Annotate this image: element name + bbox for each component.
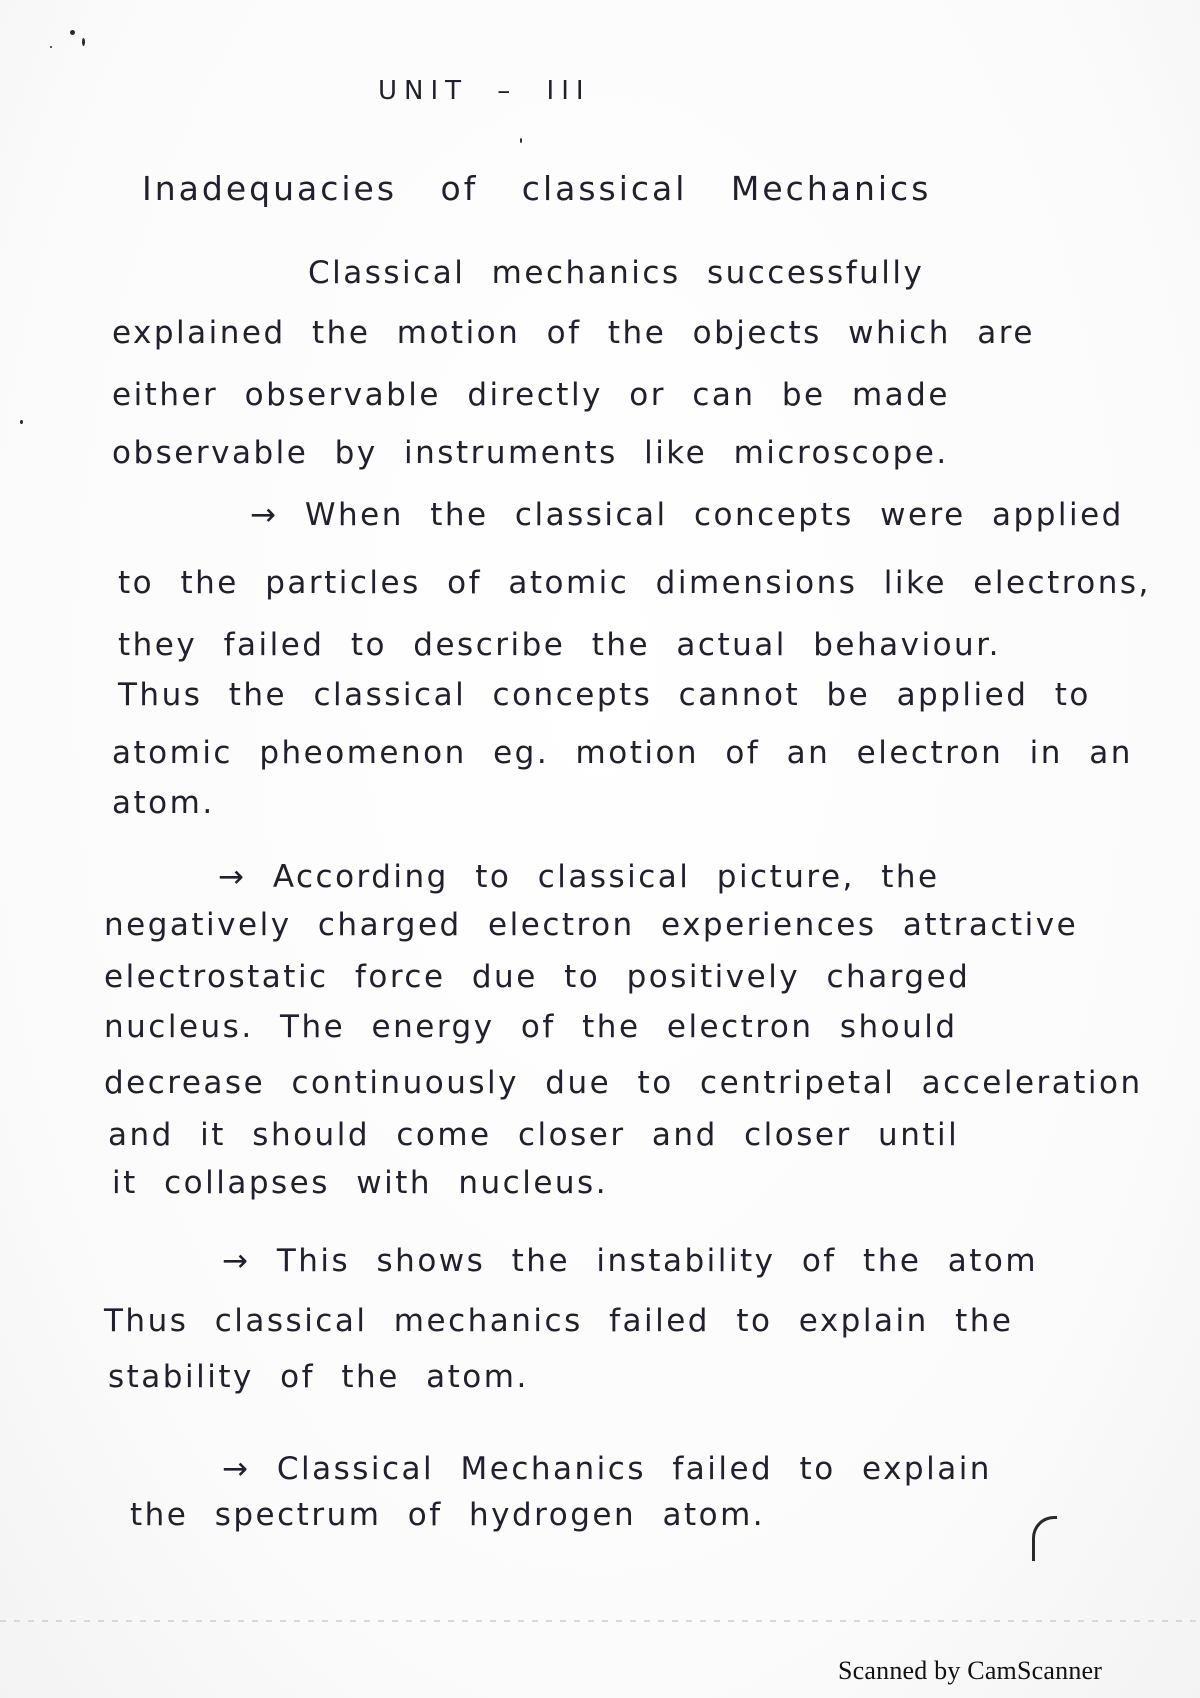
scan-speck (50, 46, 52, 48)
paragraph-1-line-3: either observable directly or can be made (112, 377, 950, 413)
paragraph-3-line-4: nucleus. The energy of the electron should (104, 1009, 958, 1045)
paragraph-3-line-2: negatively charged electron experiences attractive (104, 907, 1079, 943)
paragraph-5-line-2: the spectrum of hydrogen atom. (130, 1497, 766, 1533)
pen-mark-bracket (1032, 1516, 1057, 1561)
page-title: Inadequacies of classical Mechanics (142, 169, 932, 208)
paragraph-3-line-5: decrease continuously due to centripetal acceleration (104, 1065, 1143, 1101)
scan-speck (82, 38, 85, 46)
scan-speck (20, 420, 23, 424)
scan-speck (70, 30, 75, 35)
paragraph-3-line-3: electrostatic force due to positively charged (104, 959, 971, 995)
paragraph-4-line-3: stability of the atom. (108, 1359, 529, 1395)
paragraph-3-line-1: → According to classical picture, the (218, 859, 940, 895)
paragraph-2-line-1: → When the classical concepts were applied (250, 497, 1124, 533)
paragraph-2-line-5: atomic pheomenon eg. motion of an electron in an (112, 735, 1133, 771)
paragraph-5-line-1: → Classical Mechanics failed to explain (222, 1451, 992, 1487)
paragraph-2-line-2: to the particles of atomic dimensions like electrons, (118, 565, 1151, 601)
paragraph-2-line-4: Thus the classical concepts cannot be applied to (118, 677, 1091, 713)
paragraph-2-line-6: atom. (112, 785, 215, 821)
paragraph-3-line-7: it collapses with nucleus. (112, 1165, 609, 1201)
scan-speck (520, 138, 522, 143)
paragraph-1-line-1: Classical mechanics successfully (308, 255, 925, 291)
paragraph-4-line-2: Thus classical mechanics failed to explain the (104, 1303, 1014, 1339)
paragraph-4-line-1: → This shows the instability of the atom (222, 1243, 1039, 1279)
paragraph-2-line-3: they failed to describe the actual behaviour. (118, 627, 1001, 663)
paragraph-3-line-6: and it should come closer and closer until (108, 1117, 960, 1153)
scanner-watermark: Scanned by CamScanner (838, 1656, 1103, 1685)
paragraph-1-line-4: observable by instruments like microscope. (112, 435, 949, 471)
paragraph-1-line-2: explained the motion of the objects which are (112, 315, 1035, 351)
page-bottom-edge (0, 1620, 1200, 1622)
unit-heading: UNIT – III (378, 76, 591, 106)
